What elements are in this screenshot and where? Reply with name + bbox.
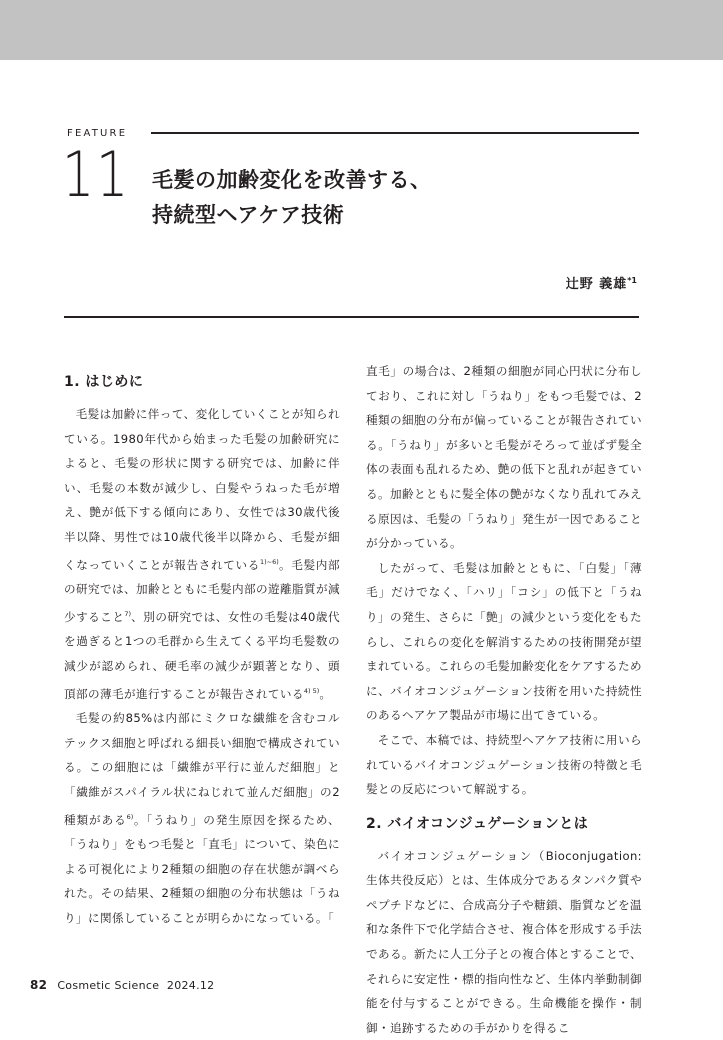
header-rule <box>64 316 639 318</box>
section2-heading: 2. バイオコンジュゲーションとは <box>366 815 589 832</box>
journal-issue: 2024.12 <box>166 979 215 992</box>
author-affiliation-mark: *1 <box>627 276 637 285</box>
section1-paragraph4: そこで、本稿では、持続型ヘアケア技術に用いられているバイオコンジュゲーション技術の特徴と毛髪との反応について解説する。 <box>366 732 642 797</box>
section1-paragraph2-continued: 直毛」の場合は、2種類の細胞が同心円状に分布しており、これに対し「うねり」をもつ毛髪では、2種類の細胞の分布が偏っていることが報告されている。「うねり」が多いと毛髪がそろって並ばず髪全体の表面も乱れるため、艶の低下と乱れが起きている。加齢とともに髪全体の艶がなくなり乱れてみえる原因は、毛髪の「うねり」発生が一因であることが分かっている。 <box>366 364 642 551</box>
feature-number: 11 <box>62 138 130 211</box>
section1-p1-text-b: 。毛髪内部の研究では、加齢とともに毛髪内部の遊離脂質が減少すること <box>64 557 340 624</box>
journal-name: Cosmetic Science <box>57 979 160 992</box>
section1-paragraph2 <box>64 706 340 930</box>
left-column <box>64 360 340 930</box>
section1-p1-text-a: 毛髪は加齢に伴って、変化していくことが知られている。1980年代から始まった毛髪の加齢研究によると、毛髪の形状に関する研究では、加齢に伴い、毛髪の本数が減少し、白髪やうねった毛が増え、艶が低下する傾向にあり、女性では30歳代後半以降、男性では10歳代後半以降から、毛髪が細くなっていくことが報告されている <box>64 407 340 572</box>
right-column <box>366 359 642 1040</box>
section1-heading: 1. はじめに <box>64 374 144 390</box>
citation-ref: 7) <box>124 609 132 618</box>
section2-paragraph1: バイオコンジュゲーション（Bioconjugation: 生体共役反応）とは、生体成分であるタンパク質やペプチドなどに、合成高分子や糖鎖、脂質などを温和な条件下で化学結合させ、複合体を形成する手法である。新たに人工分子との複合体とすることで、それらに安定性・標的指向性など、生体内挙動制御能を付与することができる。生命機能を操作・制御・追跡するための手がかりを得るこ <box>366 848 642 1035</box>
citation-ref: 4) 5) <box>303 686 320 695</box>
citation-ref: 1)~6) <box>259 557 279 566</box>
citation-ref: 6) <box>126 812 134 821</box>
article-title-line2: 持続型ヘアケア技術 <box>152 203 345 227</box>
feature-label: FEATURE <box>67 128 128 139</box>
section1-paragraph1 <box>64 402 340 706</box>
article-title-line1: 毛髪の加齢変化を改善する、 <box>152 168 432 192</box>
section1-p1-text-c: 、別の研究では、女性の毛髪は40歳代を過ぎると1つの毛群から生えてくる平均毛髪数の減少が認められ、硬毛率の減少が顕著となり、頭頂部の薄毛が進行することが報告されている <box>64 609 340 701</box>
top-gray-band <box>0 0 723 60</box>
author-name <box>566 273 637 292</box>
section1-p2-text-b: 。「うねり」の発生原因を探るため、「うねり」をもつ毛髪と「直毛」について、染色による可視化により2種類の細胞の存在状態が調べられた。その結果、2種類の細胞の分布状態は「うねり」に関係していることが明らかになっている。「 <box>64 812 340 925</box>
page-number: 82 <box>30 978 48 992</box>
feature-rule <box>151 132 639 134</box>
author-name-text: 辻野 義雄 <box>565 277 628 292</box>
page-footer <box>30 978 214 992</box>
section1-p1-text-d: 。 <box>319 686 332 701</box>
section1-p2-text-a: 毛髪の約85%は内部にミクロな繊維を含むコルテックス細胞と呼ばれる細長い細胞で構成されている。この細胞には「繊維が平行に並んだ細胞」と「繊維がスパイラル状にねじれて並んだ細胞」の2種類がある <box>64 711 340 827</box>
section1-paragraph3: したがって、毛髪は加齢とともに、「白髪」「薄毛」だけでなく、「ハリ」「コシ」の低下と「うねり」の発生、さらに「艶」の減少という変化をもたらし、これらの変化を解消するための技術開発が望まれている。これらの毛髪加齢変化をケアするために、バイオコンジュゲーション技術を用いた持続性のあるヘアケア製品が市場に出てきている。 <box>366 560 642 723</box>
